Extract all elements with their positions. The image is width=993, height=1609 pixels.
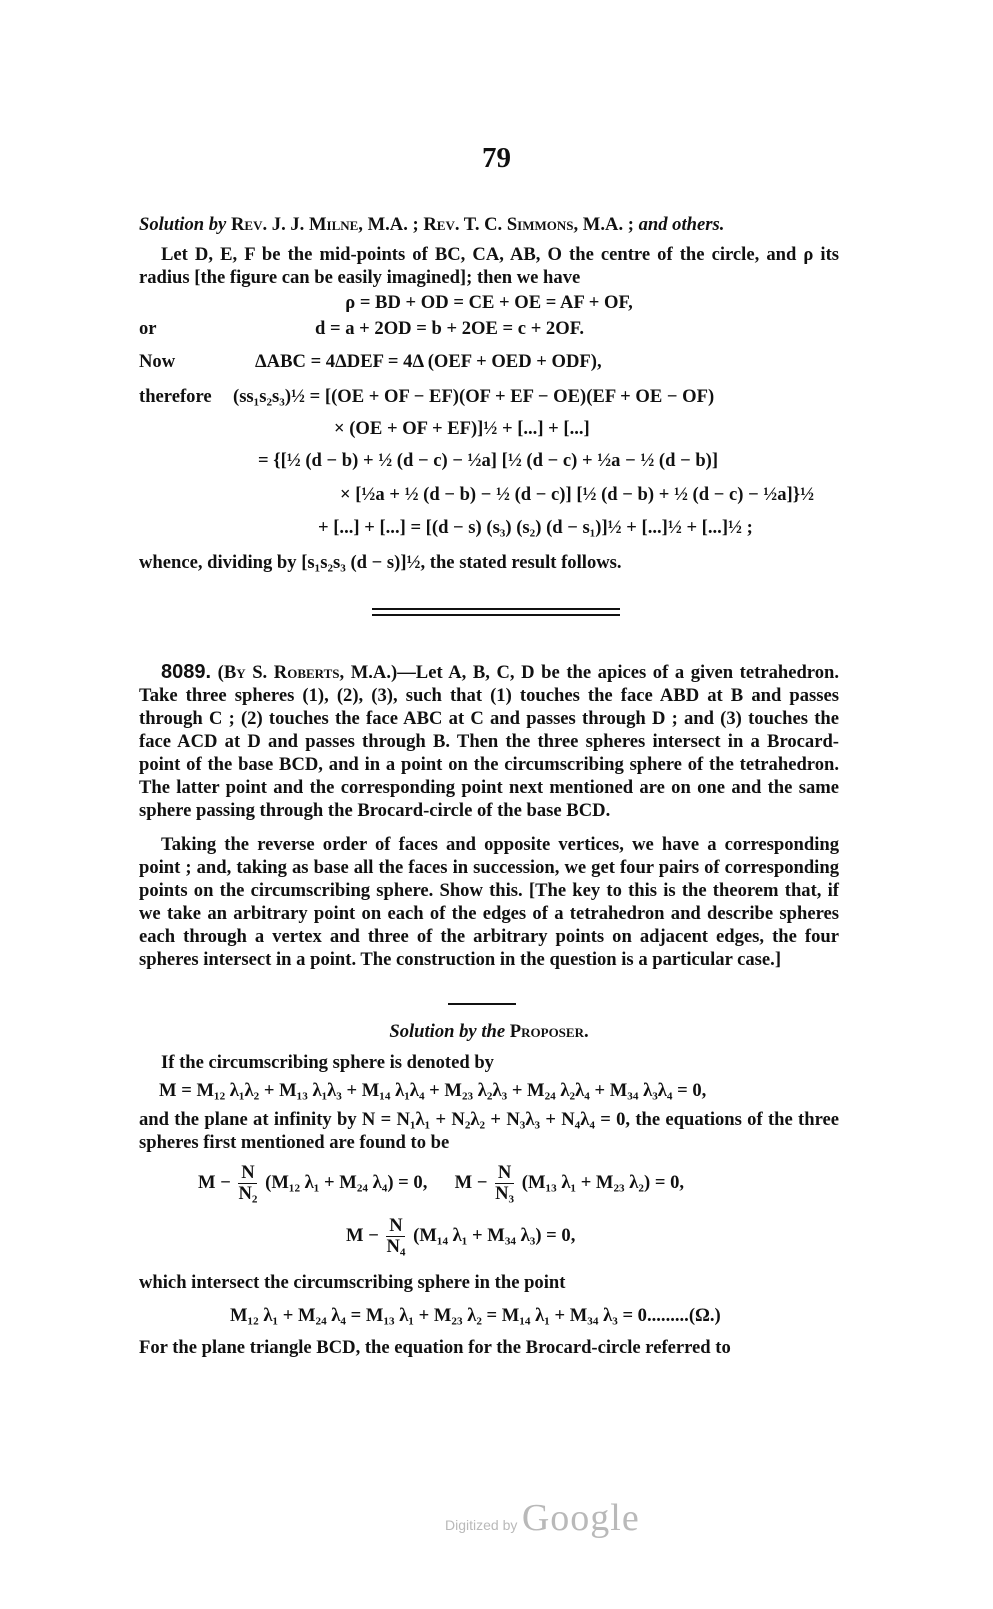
equation-M: M = M₁₂ λ₁λ₂ + M₁₃ λ₁λ₃ + M₁₄ λ₁λ₄ + M₂₃ λ₂λ₃ + M₂₄ λ₂λ₄ + M₃₄ λ₃λ₄ = 0,	[159, 1080, 707, 1101]
equation-rho: ρ = BD + OD = CE + OE = AF + OF,	[345, 292, 633, 313]
fraction-b	[495, 1163, 514, 1204]
fraction-a-num: N	[241, 1162, 255, 1183]
equation-area: ΔABC = 4ΔDEF = 4Δ (OEF + OED + ODF),	[255, 351, 602, 372]
solution-header-italic: Solution by	[139, 214, 227, 235]
divider-rule-top	[372, 608, 620, 610]
page-number: 79	[482, 142, 511, 174]
equation-expansion-3: + [...] + [...] = [(d − s) (s₃) (s₂) (d − s₁)]½ + [...]½ + [...]½ ;	[318, 517, 753, 538]
fraction-b-num: N	[497, 1162, 512, 1183]
problem-number: 8089.	[161, 661, 212, 683]
watermark-google-logo: Google	[521, 1497, 640, 1539]
equation-spheres-row-1	[198, 1163, 684, 1204]
equation-expansion-2: × [½a + ½ (d − b) − ½ (d − c)] [½ (d − b) + ½ (d − c) − ½a]}½	[340, 484, 815, 505]
problem-text: —Let A, B, C, D be the apices of a given tetrahedron. Take three spheres (1), (2), (3), such that (1) touches the face ABD at B and passes through C ; (2) touches the face ABC at C and passes through D ; and (3) touches the face ACD at D and passes through B. Then the three spheres intersect in a Brocard-point of the base BCD, and in a point on the circumscribing sphere of the tetrahedron. The latter point and the corresponding point next mentioned are on one and the same sphere passing through the Brocard-circle of the base BCD.	[139, 662, 840, 821]
solution-header	[139, 214, 839, 236]
problem-paragraph-1	[139, 661, 839, 822]
equation-b-pre: M −	[454, 1171, 488, 1193]
solution2-line-4: For the plane triangle BCD, the equation for the Brocard-circle referred to	[139, 1337, 731, 1358]
equation-area-row	[139, 351, 839, 373]
solution-header-end: and others.	[638, 214, 725, 235]
solution2-line-2: and the plane at infinity by N = N₁λ₁ + N₂λ₂ + N₃λ₃ + N₄λ₄ = 0, the equations of the three spheres first mentioned are found to be	[139, 1109, 839, 1153]
equation-omega: M₁₂ λ₁ + M₂₄ λ₄ = M₁₃ λ₁ + M₂₃ λ₂ = M₁₄ λ₁ + M₃₄ λ₃ = 0.........(Ω.)	[230, 1305, 721, 1326]
watermark-digitized: Digitized by	[445, 1517, 518, 1533]
equation-expansion-1: = {[½ (d − b) + ½ (d − c) − ½a] [½ (d − c) + ½a − ½ (d − b)]	[258, 450, 719, 471]
equation-b-post: (M₁₃ λ₁ + M₂₃ λ₂) = 0,	[521, 1171, 685, 1193]
solution2-line-1: If the circumscribing sphere is denoted by	[161, 1052, 494, 1073]
equation-label-or: or	[139, 318, 157, 339]
equation-d-row	[139, 318, 839, 340]
problem-byline: (By S. Roberts, M.A.)	[217, 662, 398, 683]
equation-c-post: (M₁₄ λ₁ + M₃₄ λ₃) = 0,	[413, 1224, 576, 1246]
equation-a-post: (M₁₂ λ₁ + M₂₄ λ₄) = 0,	[265, 1171, 428, 1193]
fraction-c-den: N₄	[386, 1236, 406, 1257]
solution2-line-3: which intersect the circumscribing sphere in the point	[139, 1272, 566, 1293]
equation-a-pre: M −	[198, 1171, 231, 1193]
problem-paragraph-2: Taking the reverse order of faces and opposite vertices, we have a corresponding point ; and, taking as base all the faces in succession, we get four pairs of corresponding points on the circumscribing sphere. Show this. [The key to this is the theorem that, if we take an arbitrary point on each of the edges of a tetrahedron and describe spheres each through a vertex and three of the arbitrary points on adjacent edges, the four spheres intersect in a point. The construction in the question is a particular case.]	[139, 834, 839, 970]
google-watermark	[445, 1496, 640, 1540]
fraction-a-den: N₂	[238, 1183, 258, 1204]
equation-therefore-row	[139, 386, 839, 408]
short-rule	[448, 1003, 516, 1005]
equation-label-therefore: therefore	[139, 386, 212, 407]
solution-conclusion: whence, dividing by [s₁s₂s₃ (d − s)]½, the stated result follows.	[139, 552, 622, 573]
proposer-header	[139, 1021, 839, 1043]
fraction-a	[238, 1163, 257, 1204]
proposer-header-name: Proposer.	[509, 1021, 589, 1042]
equation-product-1: (ss₁s₂s₃)½ = [(OE + OF − EF)(OF + EF − OE)(EF + OE − OF)	[233, 386, 715, 407]
equation-c-pre: M −	[346, 1224, 379, 1246]
equation-label-now: Now	[139, 351, 176, 372]
fraction-c-num: N	[389, 1215, 403, 1236]
solution-header-names: Rev. J. J. Milne, M.A. ; Rev. T. C. Simmons, M.A. ;	[230, 214, 634, 235]
divider-rule-bottom	[372, 614, 620, 616]
solution-paragraph: Let D, E, F be the mid-points of BC, CA, AB, O the centre of the circle, and ρ its radius [the figure can be easily imagined]; then we have	[139, 244, 839, 288]
fraction-b-den: N₃	[495, 1183, 515, 1204]
equation-spheres-row-2	[346, 1216, 575, 1257]
fraction-c	[386, 1216, 405, 1257]
equation-product-2: × (OE + OF + EF)]½ + [...] + [...]	[334, 418, 590, 439]
equation-d: d = a + 2OD = b + 2OE = c + 2OF.	[315, 318, 584, 339]
proposer-header-italic: Solution by the	[389, 1021, 506, 1042]
